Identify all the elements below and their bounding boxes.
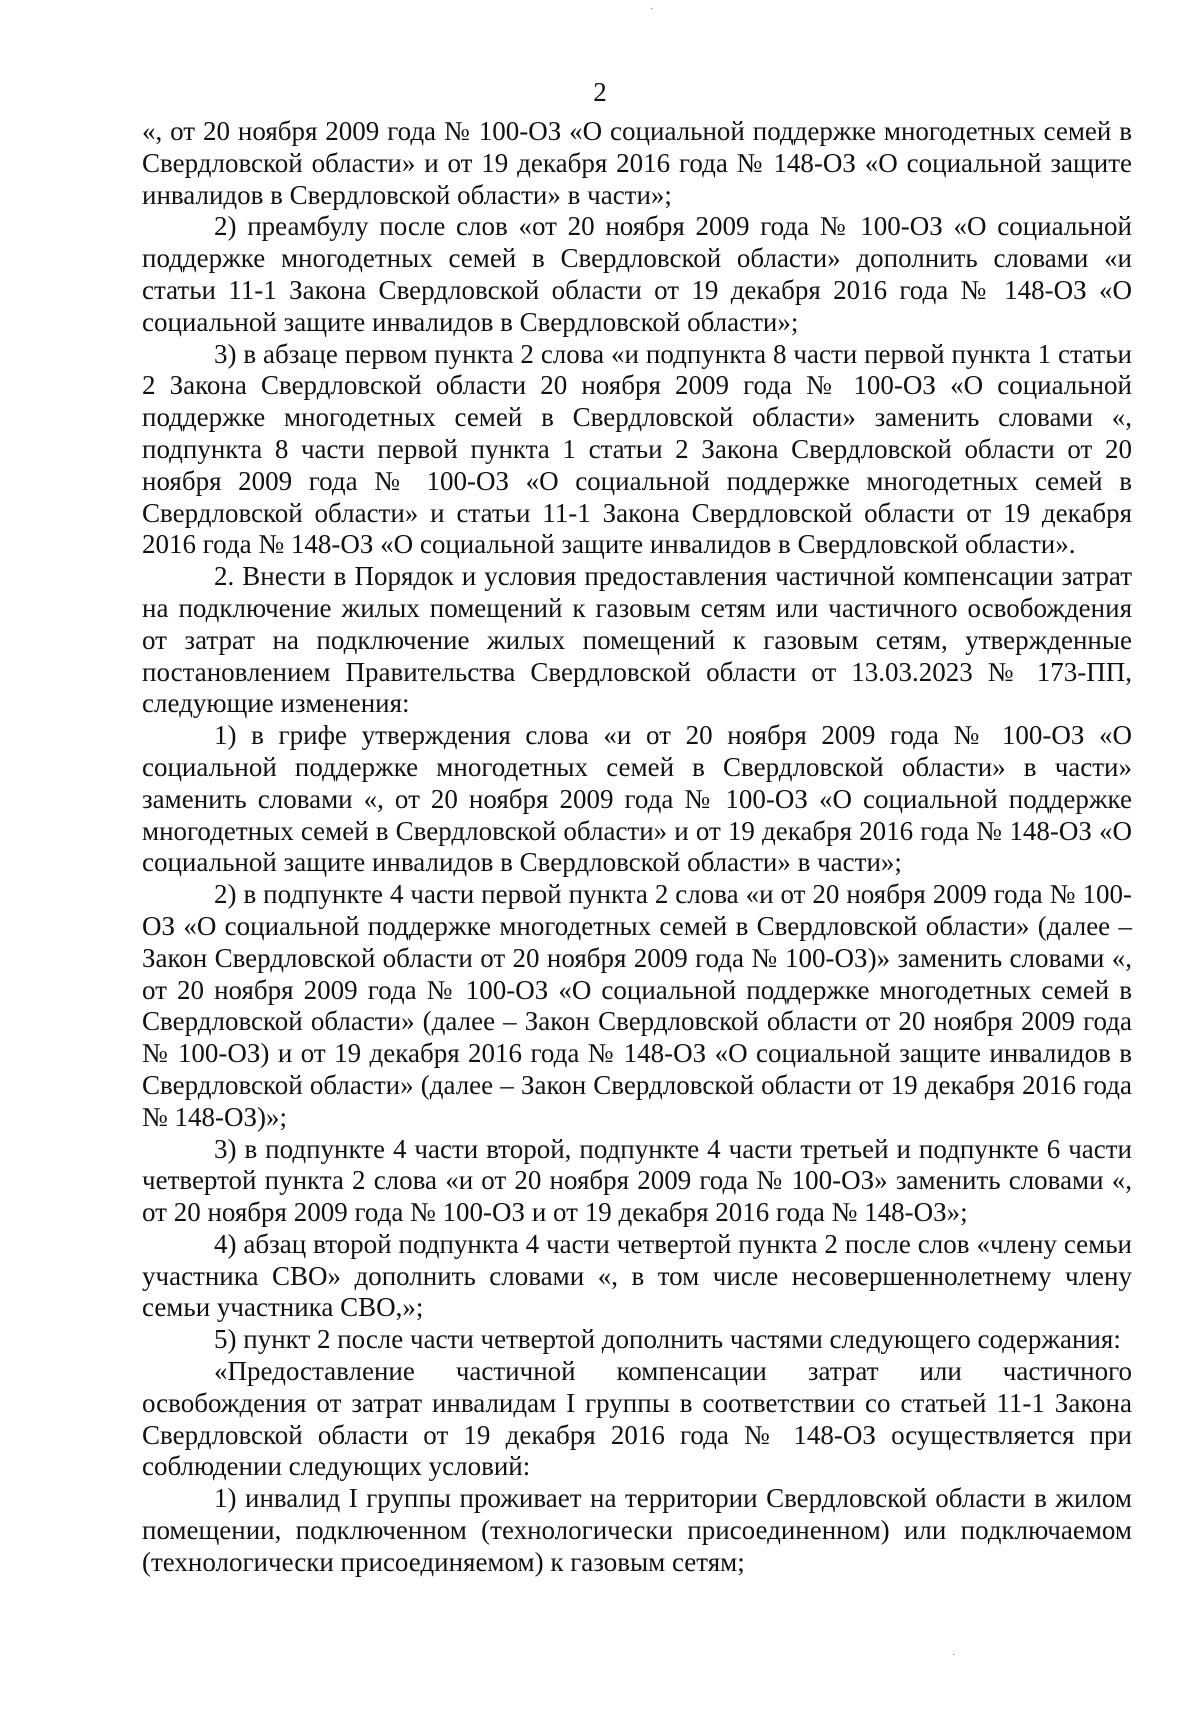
paragraph-amendment-5: 5) пункт 2 после части четвертой дополнить частями следующего содержания: [214,1324,1121,1355]
paragraph-section-2: 2. Внести в Порядок и условия предоставления частичной компенсации затрат на подключение жилых помещений к газовым сетям или частичного освобождения от затрат на подключение жилых помещений к газовым сетям, утвержденные постановлением Правительства Свердловской области от 13.03.2023 № 173-ПП, следующие изменения: [142,561,1132,719]
paragraph-amendment-4: 4) абзац второй подпункта 4 части четвертой пункта 2 после слов «члену семьи участника СВО» дополнить словами «, в том числе несовершеннолетнему члену семьи участника СВО,»; [142,1228,1132,1323]
document-body [142,116,1132,1579]
paragraph-item-2-preamble: 2) преамбулу после слов «от 20 ноября 2009 года № 100-ОЗ «О социальной поддержке многодетных семей в Свердловской области» дополнить словами «и статьи 11-1 Закона Свердловской области от 19 декабря 2016 года № 148-ОЗ «О социальной защите инвалидов в Свердловской области»; [142,211,1132,337]
page-number: 2 [593,77,607,107]
paragraph-condition-1: 1) инвалид I группы проживает на территории Свердловской области в жилом помещении, подключенном (технологически присоединенном) или подключаемом (технологически присоединяемом) к газовым сетям; [142,1483,1132,1577]
paragraph-amendment-1: 1) в грифе утверждения слова «и от 20 ноября 2009 года № 100-ОЗ «О социальной поддержке многодетных семей в Свердловской области» в части» заменить словами «, от 20 ноября 2009 года № 100-ОЗ «О социальной поддержке многодетных семей в Свердловской области» и от 19 декабря 2016 года № 148-ОЗ «О социальной защите инвалидов в Свердловской области» в части»; [142,720,1132,878]
paragraph-continuation: «, от 20 ноября 2009 года № 100-ОЗ «О социальной поддержке многодетных семей в Свердловской области» и от 19 декабря 2016 года № 148-ОЗ «О социальной защите инвалидов в Свердловской области» в части»; [142,116,1132,210]
paragraph-amendment-3: 3) в подпункте 4 части второй, подпункте 4 части третьей и подпункте 6 части четвертой пункта 2 слова «и от 20 ноября 2009 года № 100-ОЗ» заменить словами «, от 20 ноября 2009 года № 100-ОЗ и от 19 декабря 2016 года № 148-ОЗ»; [142,1133,1132,1228]
scan-speck: · [952,1650,956,1661]
paragraph-amendment-2: 2) в подпункте 4 части первой пункта 2 слова «и от 20 ноября 2009 года № 100-ОЗ «О социальной поддержке многодетных семей в Свердловской области» (далее – Закон Свердловской области от 20 ноября 2009 года № 100-ОЗ)» заменить словами «, от 20 ноября 2009 года № 100-ОЗ «О социальной поддержке многодетных семей в Свердловской области» (далее – Закон Свердловской области от 20 ноября 2009 года № 100-ОЗ) и от 19 декабря 2016 года № 148-ОЗ «О социальной защите инвалидов в Свердловской области» (далее – Закон Свердловской области от 19 декабря 2016 года № 148-ОЗ)»; [142,879,1132,1132]
paragraph-new-text: «Предоставление частичной компенсации затрат или частичного освобождения от затрат инвалидам I группы в соответствии со статьей 11-1 Закона Свердловской области от 19 декабря 2016 года № 148-ОЗ осуществляется при соблюдении следующих условий: [142,1356,1132,1482]
paragraph-item-3-clause: 3) в абзаце первом пункта 2 слова «и подпункта 8 части первой пункта 1 статьи 2 Закона Свердловской области 20 ноября 2009 года № 100-ОЗ «О социальной поддержке многодетных семей в Свердловской области» заменить словами «, подпункта 8 части первой пункта 1 статьи 2 Закона Свердловской области от 20 ноября 2009 года № 100-ОЗ «О социальной поддержке многодетных семей в Свердловской области» и статьи 11-1 Закона Свердловской области от 19 декабря 2016 года № 148-ОЗ «О социальной защите инвалидов в Свердловской области». [142,338,1132,560]
scan-speck: · [650,4,654,15]
